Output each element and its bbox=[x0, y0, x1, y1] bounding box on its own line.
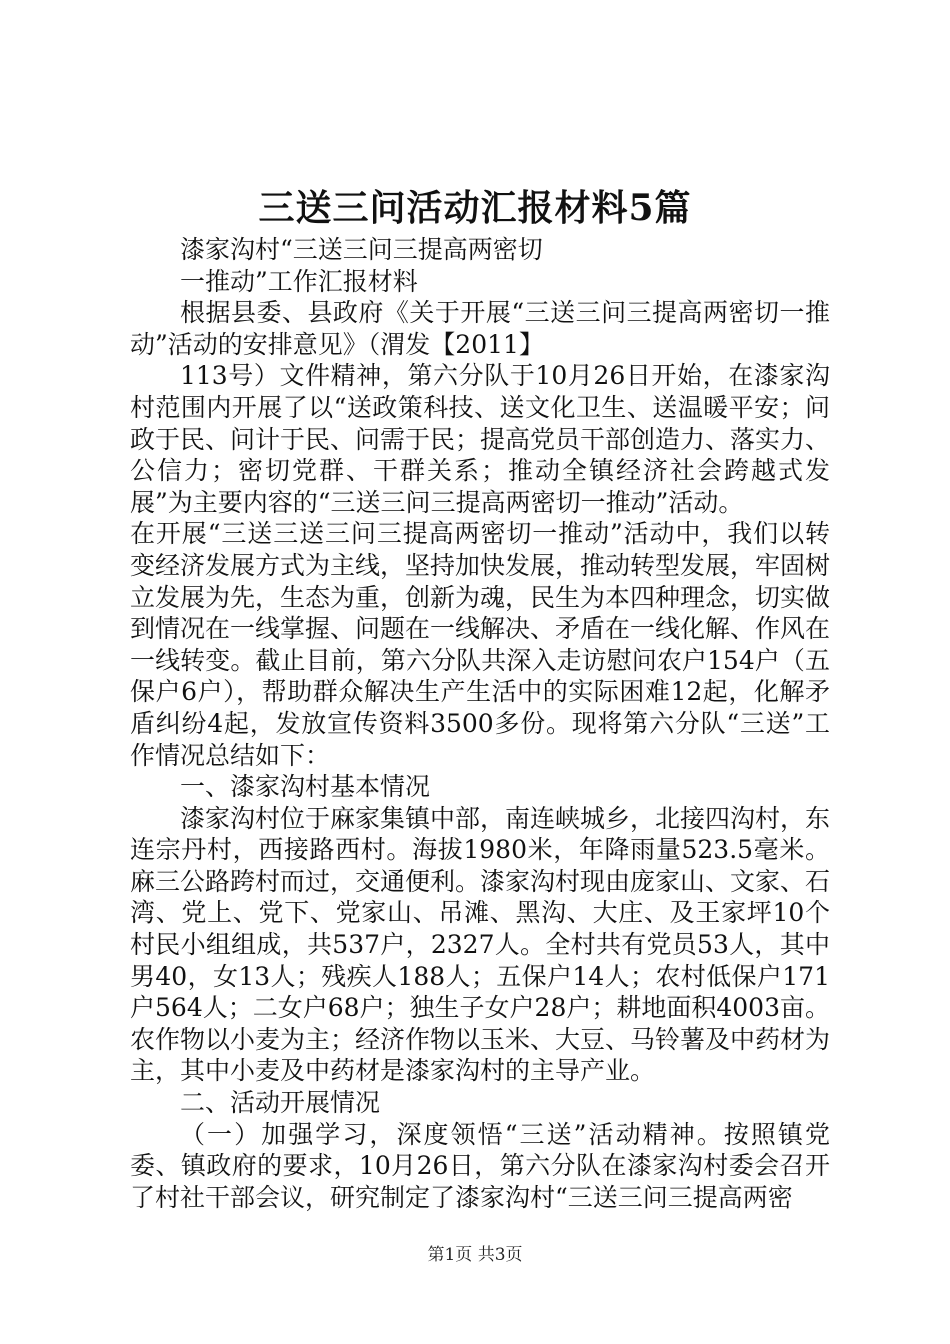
section-heading-basic-info: 一、漆家沟村基本情况 bbox=[180, 772, 431, 802]
paragraph-activity-summary: 在开展“三送三送三问三提高两密切一推动”活动中，我们以转变经济发展方式为主线，坚持加快发展，推动转型发展，牢固树立发展为先，生态为重，创新为魂，民生为本四种理念，切实做到情况在一线掌握、问题在一线解决、矛盾在一线化解、作风在一线转变。截止目前，第六分队共深入走访慰问农户154户（五保户6户），帮助群众解决生产生活中的实际困难12起，化解矛盾纠纷4起，发放宣传资料3500多份。现将第六分队“三送”工作情况总结如下： bbox=[130, 519, 831, 770]
section-heading-activities: 二、活动开展情况 bbox=[180, 1088, 381, 1118]
paragraph-study: （一）加强学习，深度领悟“三送”活动精神。按照镇党委、镇政府的要求，10月26日，第六分队在漆家沟村委会召开了村社干部会议，研究制定了漆家沟村“三送三问三提高两密 bbox=[130, 1119, 830, 1212]
document-title: 三送三问活动汇报材料5篇 bbox=[258, 187, 692, 229]
document-body bbox=[130, 234, 830, 1213]
page-number: 第1页 共3页 bbox=[427, 1245, 523, 1265]
paragraph-intro: 根据县委、县政府《关于开展“三送三问三提高两密切一推动”活动的安排意见》（渭发【2011】 bbox=[130, 298, 830, 359]
paragraph-heading-line-2: 一推动”工作汇报材料 bbox=[180, 266, 418, 296]
paragraph-village-info: 漆家沟村位于麻家集镇中部，南连峡城乡，北接四沟村，东连宗丹村，西接路西村。海拔1980米，年降雨量523.5毫米。麻三公路跨村而过，交通便利。漆家沟村现由庞家山、文家、石湾、党上、党下、党家山、吊滩、黑沟、大庄、及王家坪10个村民小组组成，共537户，2327人。全村共有党员53人，其中男40，女13人；残疾人188人；五保户14人；农村低保户171户564人；二女户68户；独生子女户28户；耕地面积4003亩。农作物以小麦为主；经济作物以玉米、大豆、马铃薯及中药材为主，其中小麦及中药材是漆家沟村的主导产业。 bbox=[130, 803, 831, 1086]
paragraph-document-spirit: 113号）文件精神，第六分队于10月26日开始，在漆家沟村范围内开展了以“送政策科技、送文化卫生、送温暖平安；问政于民、问计于民、问需于民；提高党员干部创造力、落实力、公信力；密切党群、干群关系；推动全镇经济社会跨越式发展”为主要内容的“三送三问三提高两密切一推动”活动。 bbox=[130, 361, 831, 517]
paragraph-heading-line-1: 漆家沟村“三送三问三提高两密切 bbox=[180, 235, 543, 264]
